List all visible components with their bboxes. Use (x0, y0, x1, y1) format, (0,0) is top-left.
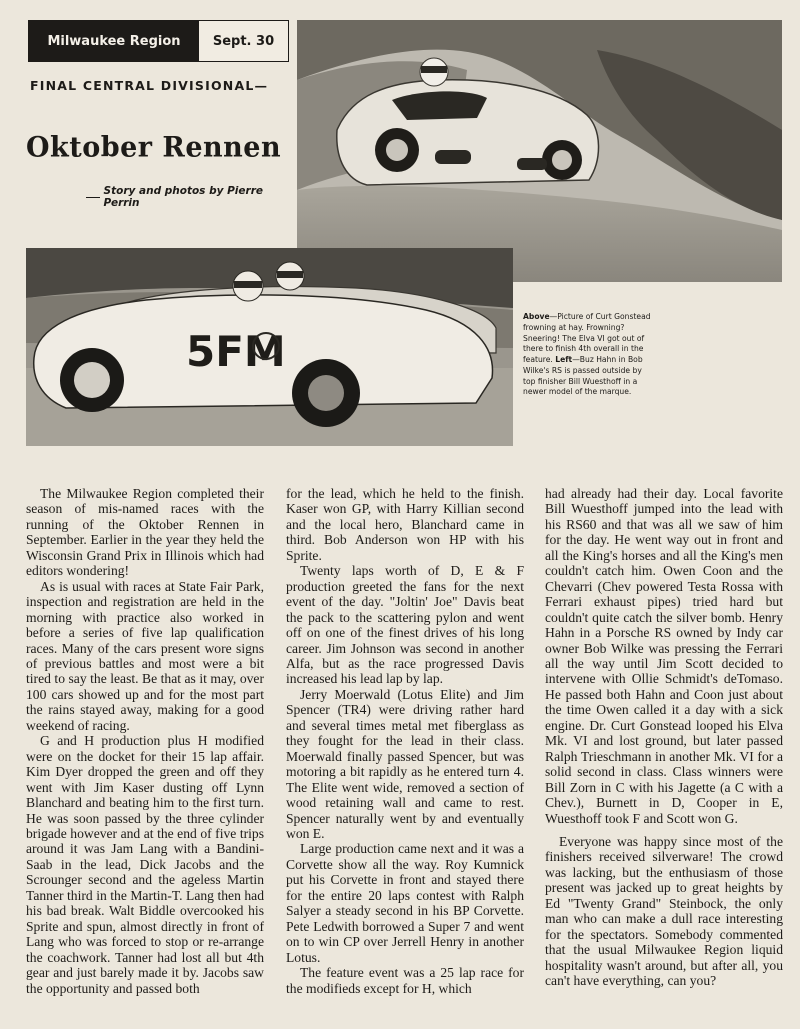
article-byline (86, 185, 296, 209)
caption-above-text: —Picture of Curt Gonstead frowning at hay. Frowning? Sneering! The Elva VI got out of there to finish 4th overall in the feature. (523, 312, 651, 365)
article-kicker: FINAL CENTRAL DIVISIONAL— (30, 78, 269, 93)
paragraph: Everyone was happy since most of the finishers received silverware! The crowd was lacking, but the enthusiasm of those present was jacked up to great heights by Ed "Twenty Grand" Steinbock, the only man who can make a dull race interesting for the spectators. Somebody commented that the usual Milwaukee Region liquid hospitality wasn't around, but after all, you can't have everything, can you? (545, 833, 783, 989)
paragraph: Jerry Moerwald (Lotus Elite) and Jim Spencer (TR4) were driving rather hard and several times metal met fiberglass as they fought for the lead in their class. Moerwald finally passed Spencer, but was motoring a bit rapidly as he entered turn 4. The Elite went wide, removed a section of wood retaining wall and came to rest. Spencer naturally went by and eventually won E. (286, 686, 524, 841)
byline-text: Story and photos by Pierre Perrin (103, 185, 263, 209)
paragraph: The feature event was a 25 lap race for the modifieds except for H, which (286, 965, 524, 996)
paragraph: for the lead, which he held to the finish. Kaser won GP, with Harry Killian second and the local hero, Blanchard came in third. Bob Anderson won HP with his Sprite. (286, 486, 524, 563)
paragraph: had already had their day. Local favorite Bill Wuesthoff jumped into the lead with his RS60 and that was all we saw of him for the day. He went way out in front and all the King's horses and all the King's men couldn't catch him. Owen Coon and the Chevarri (Chev powered Testa Rossa with Ferrari exhaust pipes) tried hard but couldn't quite catch the silver bomb. Henry Hahn in a Porsche RS owned by Indy car owner Bob Wilke was pressing the Ferrari all the way until Jim Scott decided to intervene with Ollie Schmidt's deTomaso. He passed both Hahn and Coon just about the time Owen called it a day with a sick engine. Dr. Curt Gonstead looped his Elva Mk. VI and lost ground, but later passed Ralph Trieschmann in another Mk. VI for a solid second in class. Class winners were Bill Zorn in C with his Jagette (a C with a Chev.), Burnett in D, Cooper in E, Wuesthoff took F and Scott won G. (545, 486, 783, 826)
byline-rule (86, 197, 100, 198)
paragraph: Twenty laps worth of D, E & F production greeted the fans for the next event of the day. "Joltin' Joe" Davis beat the pack to the scattering pylon and went off on one of the finest drives of his long career. Jim Johnson was second in another Alfa, but as the race progressed Davis increased his lead lap by lap. (286, 563, 524, 687)
date-label: Sept. 30 (212, 33, 275, 49)
photo-buz-hahn-rs (26, 248, 513, 446)
caption-left-label: Left (555, 355, 573, 365)
photo-caption (523, 312, 653, 398)
paragraph: As is usual with races at State Fair Park, inspection and registration are held in the morning with practice also worked in before a series of five lap qualification races. Many of the cars present wore signs of previous battles and most were a bit tired to say the least. Be that as it may, over 100 cars showed up and for the most part the rains stayed away, making for a good weekend of racing. (26, 578, 264, 733)
paragraph: The Milwaukee Region completed their season of mis-named races with the running of the Oktober Rennen in September. Earlier in the year they held the Wisconsin Grand Prix in Illinois which had editors wondering! (26, 486, 264, 579)
caption-above-label: Above (523, 312, 550, 321)
caption-left-text: —Buz Hahn in Bob Wilke's RS is passed outside by top finisher Bill Wuesthoff in a newer model of the marque. (523, 355, 643, 397)
car-number: 5FM (186, 327, 286, 376)
paragraph: Large production came next and it was a Corvette show all the way. Roy Kumnick put his Corvette in front and stayed there for the entire 20 laps contest with Ralph Salyer a steady second in his BP Corvette. Pete Ledwith borrowed a Super 7 and went on to win CP over Jerrell Henry in another Lotus. (286, 841, 524, 965)
article-title: Oktober Rennen (26, 131, 282, 164)
photo-left-illustration (26, 248, 513, 446)
body-column-3 (545, 486, 783, 989)
body-column-1 (26, 486, 264, 996)
photo-top-illustration (297, 20, 782, 282)
photo-curt-gonstead-elva (297, 20, 782, 282)
body-column-2 (286, 486, 524, 996)
section-header (28, 20, 289, 62)
paragraph: G and H production plus H modified were on the docket for their 15 lap affair. Kim Dyer dropped the green and off they went with Jim Kaser dusting off Lynn Blanchard and beating him to the first turn. He was soon passed by the three cylinder brigade however and at the end of five trips around it was Jam Lang with a Bandini-Saab in the lead, Dick Jacobs and the Scrounger second and the ageless Martin Tanner third in the Martin-T. Lang then had his bad break. Walt Biddle overcooked his Sprite and spun, almost directly in front of Lang who was forced to stop or re-arrange the coachwork. Tanner had lost all but 4th gear and just barely made it by. Jacobs saw the opportunity and passed both (26, 733, 264, 996)
region-label: Milwaukee Region (29, 21, 199, 61)
